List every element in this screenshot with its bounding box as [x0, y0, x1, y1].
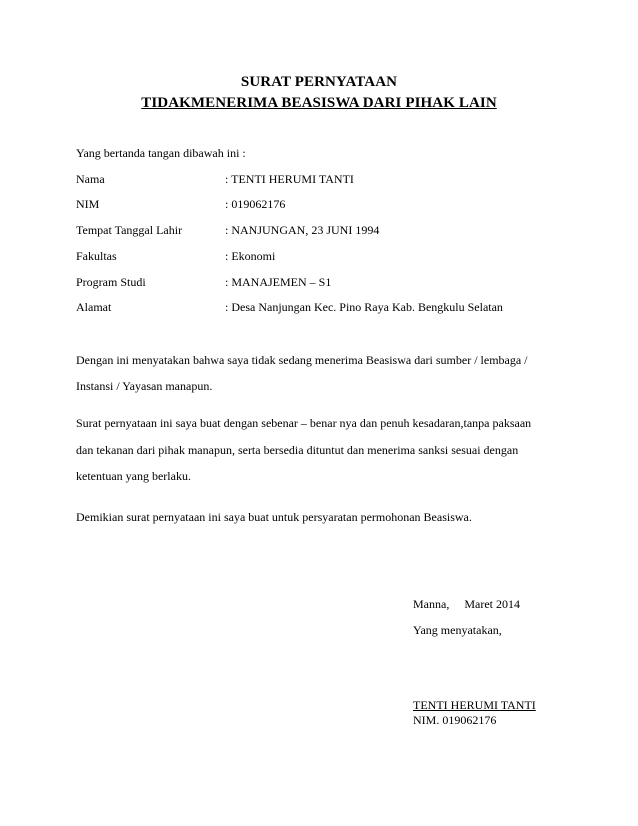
paragraph-line: Instansi / Yayasan manapun.	[76, 379, 213, 393]
paragraph-line: Surat pernyataan ini saya buat dengan sebenar – benar nya dan penuh kesadaran,tanpa paksaan	[76, 416, 532, 430]
field-value-prodi: : MANAJEMEN – S1	[225, 275, 332, 289]
field-value-alamat: : Desa Nanjungan Kec. Pino Raya Kab. Bengkulu Selatan	[225, 300, 503, 314]
field-value-fakultas: : Ekonomi	[225, 249, 276, 263]
document-subtitle: TIDAKMENERIMA BEASISWA DARI PIHAK LAIN	[141, 95, 497, 111]
field-value-nim: : 019062176	[225, 197, 286, 211]
closing-paragraph: Demikian surat pernyataan ini saya buat untuk persyaratan permohonan Beasiswa.	[76, 510, 472, 524]
field-label-ttl: Tempat Tanggal Lahir	[76, 223, 183, 237]
field-label-prodi: Program Studi	[76, 275, 146, 289]
field-label-nama: Nama	[76, 172, 105, 186]
signature-nim: NIM. 019062176	[413, 713, 497, 727]
paragraph-line: ketentuan yang berlaku.	[76, 469, 191, 483]
field-label-fakultas: Fakultas	[76, 249, 117, 263]
signature-place-date: Manna, Maret 2014	[413, 597, 520, 611]
signature-name: TENTI HERUMI TANTI	[413, 698, 536, 712]
signature-statement: Yang menyatakan,	[413, 623, 502, 637]
paragraph-line: dan tekanan dari pihak manapun, serta bersedia dituntut dan menerima sanksi sesuai dengan	[76, 443, 519, 457]
intro-text: Yang bertanda tangan dibawah ini :	[76, 146, 246, 160]
paragraph-line: Dengan ini menyatakan bahwa saya tidak sedang menerima Beasiswa dari sumber / lembaga /	[76, 353, 528, 367]
field-label-nim: NIM	[76, 197, 100, 211]
field-value-nama: : TENTI HERUMI TANTI	[225, 172, 354, 186]
document-title: SURAT PERNYATAAN	[240, 74, 398, 90]
field-label-alamat: Alamat	[76, 300, 112, 314]
field-value-ttl: : NANJUNGAN, 23 JUNI 1994	[225, 223, 380, 237]
